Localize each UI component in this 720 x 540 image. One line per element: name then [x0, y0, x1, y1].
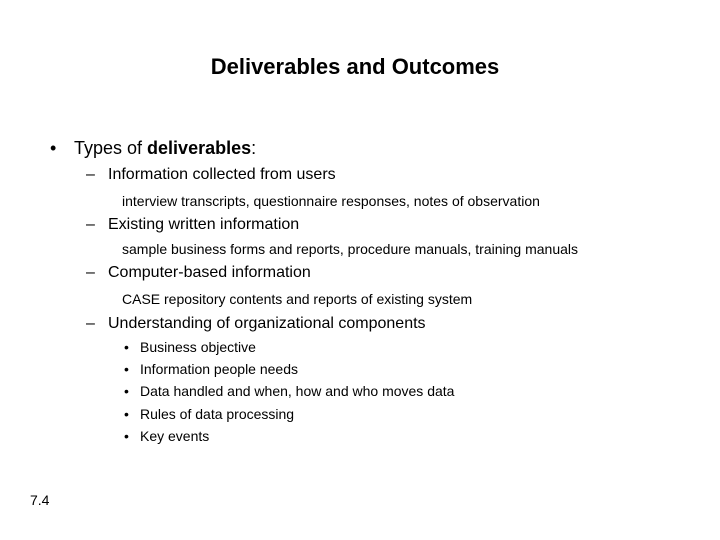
page-number: 7.4: [30, 492, 50, 508]
sub-item: [124, 383, 454, 399]
bullet-dot-icon: •: [124, 406, 129, 422]
sub-item: [124, 406, 294, 422]
sub-item: [124, 339, 256, 355]
item-detail: sample business forms and reports, procedure manuals, training manuals: [122, 241, 579, 257]
main-bullet-bold: deliverables: [147, 138, 252, 158]
sub-item-label: Rules of data processing: [140, 406, 295, 422]
bullet-dot-icon: •: [124, 339, 129, 355]
sub-item: [124, 428, 209, 444]
dash-icon: –: [86, 264, 95, 281]
main-bullet: [50, 138, 256, 159]
sub-item: [124, 361, 298, 377]
item-information-collected: [86, 166, 336, 184]
bullet-dot-icon: •: [50, 138, 57, 158]
bullet-dot-icon: •: [124, 383, 129, 399]
bullet-dot-icon: •: [124, 361, 129, 377]
item-organizational-components: [86, 315, 426, 333]
item-existing-written: [86, 216, 299, 234]
item-detail: interview transcripts, questionnaire responses, notes of observation: [122, 193, 540, 209]
item-computer-based: [86, 264, 311, 282]
dash-icon: –: [86, 315, 95, 332]
item-label: Understanding of organizational components: [108, 315, 426, 332]
item-label: Existing written information: [108, 216, 300, 233]
item-detail: CASE repository contents and reports of existing system: [122, 291, 473, 307]
sub-item-label: Information people needs: [140, 361, 298, 377]
item-label: Information collected from users: [108, 166, 336, 183]
sub-item-label: Key events: [140, 428, 210, 444]
bullet-dot-icon: •: [124, 428, 129, 444]
sub-item-label: Business objective: [140, 339, 256, 355]
item-label: Computer-based information: [108, 264, 311, 281]
main-bullet-prefix: Types of: [74, 138, 148, 158]
sub-item-label: Data handled and when, how and who moves data: [140, 383, 455, 399]
slide-title: Deliverables and Outcomes: [210, 54, 500, 79]
main-bullet-suffix: :: [251, 138, 257, 158]
dash-icon: –: [86, 166, 95, 183]
dash-icon: –: [86, 216, 95, 233]
